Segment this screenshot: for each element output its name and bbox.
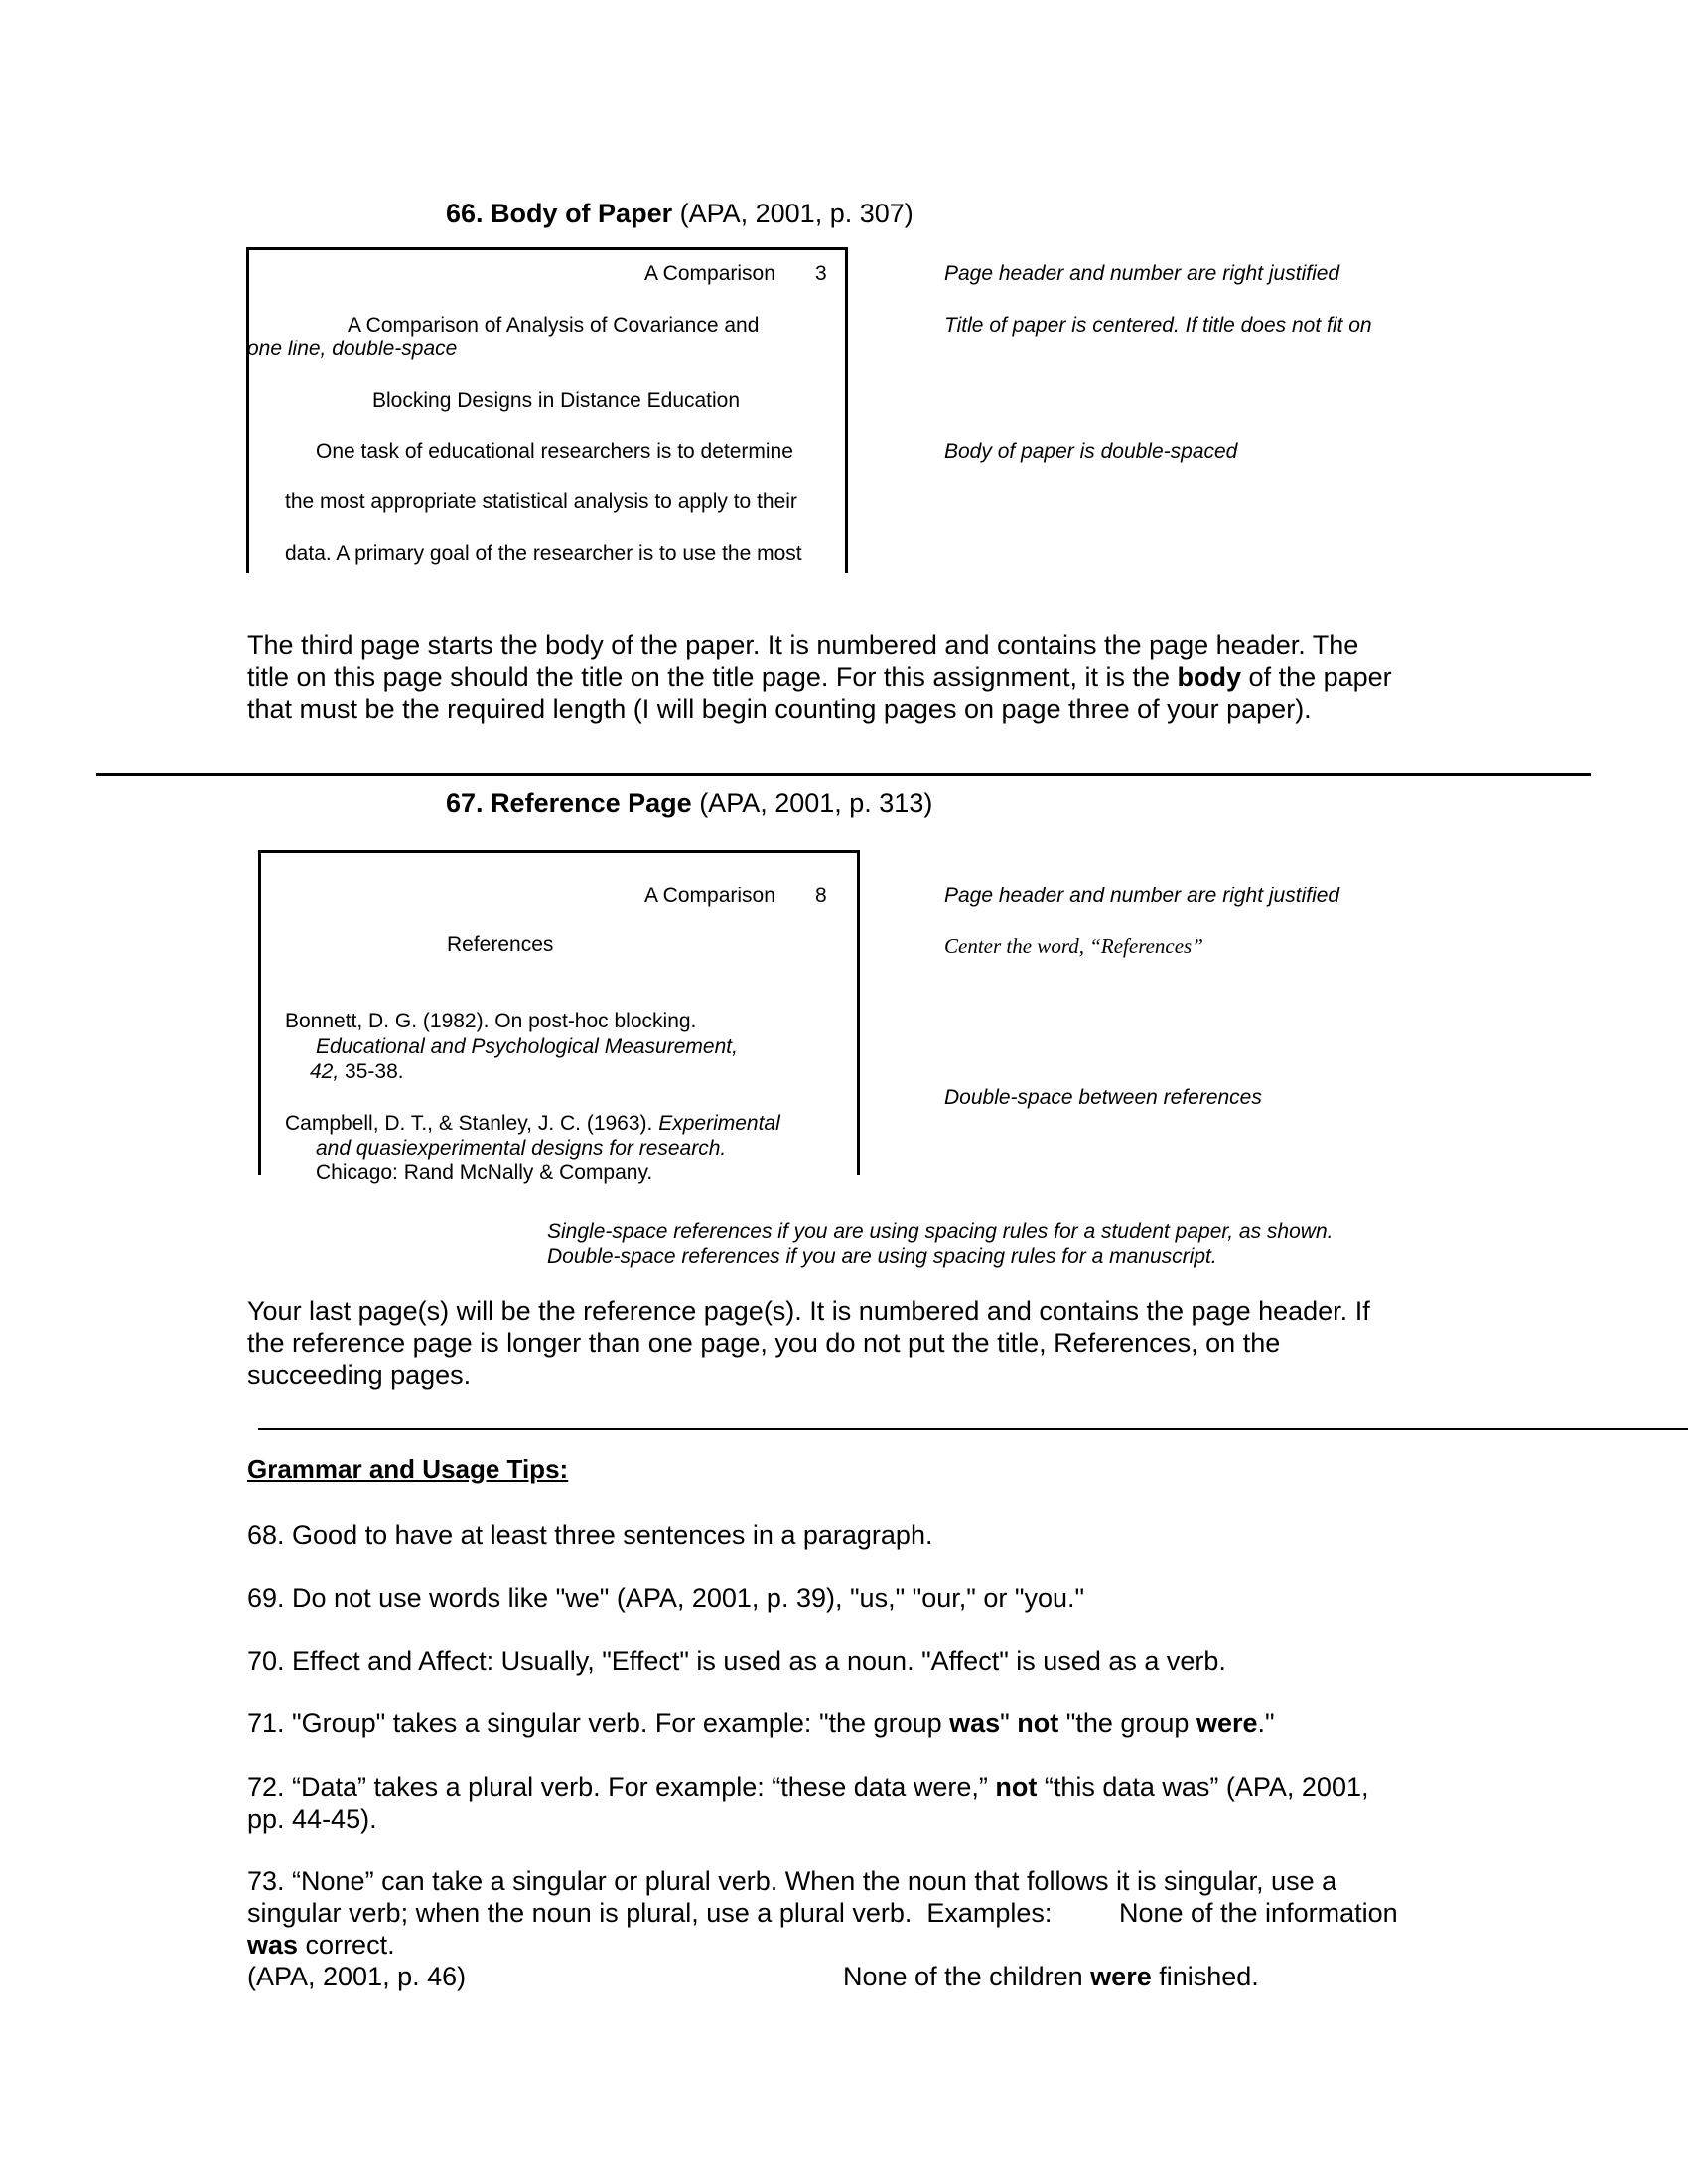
box66-header: A Comparison	[644, 262, 775, 285]
note66-title: Title of paper is centered. If title does not fit on	[944, 314, 1372, 337]
box66-page-number: 3	[815, 262, 827, 285]
box67-references-title: References	[447, 933, 554, 956]
box66-title-line1: A Comparison of Analysis of Covariance and	[348, 314, 760, 337]
box66-body-line1: One task of educational researchers is to determine	[316, 440, 793, 463]
box66-overflow-note: one line, double-space	[247, 338, 458, 360]
note66-header: Page header and number are right justified	[944, 262, 1340, 285]
section-66-paragraph: The third page starts the body of the paper. It is numbered and contains the page header. The title on this page should the title on the title page. For this assignment, it is the body of the paper that must be the required length (I will begin counting pages on page three of your paper).	[247, 630, 1392, 724]
section-66-citation: (APA, 2001, p. 307)	[679, 199, 914, 228]
section-67-citation: (APA, 2001, p. 313)	[699, 788, 933, 818]
tip-73-example-2: None of the children were finished.	[843, 1962, 1259, 1991]
box67-ref1-line1: Bonnett, D. G. (1982). On post-hoc blocking.	[285, 1010, 697, 1032]
note67-header: Page header and number are right justified	[944, 885, 1340, 907]
tip-71: 71. "Group" takes a singular verb. For example: "the group was" not "the group were."	[247, 1708, 1275, 1738]
note67-single2: Double-space references if you are using spacing rules for a manuscript.	[547, 1245, 1217, 1268]
tip-73-citation: (APA, 2001, p. 46)	[247, 1962, 467, 1991]
section-67-paragraph: Your last page(s) will be the reference page(s). It is numbered and contains the page header. If the reference page is longer than one page, you do not put the title, References, on the succeeding pages.	[247, 1297, 1370, 1390]
box66-title-line2: Blocking Designs in Distance Education	[372, 389, 741, 412]
note66-body: Body of paper is double-spaced	[944, 440, 1238, 463]
tip-69: 69. Do not use words like "we" (APA, 2001, p. 39), "us," "our," or "you."	[247, 1583, 1085, 1613]
note67-single1: Single-space references if you are using spacing rules for a student paper, as shown.	[547, 1220, 1334, 1243]
grammar-heading: Grammar and Usage Tips:	[247, 1454, 569, 1484]
box66-body-line3: data. A primary goal of the researcher is to use the most	[285, 542, 802, 565]
box67-ref2-line2: and quasiexperimental designs for research.	[316, 1137, 727, 1160]
tip-73: 73. “None” can take a singular or plural verb. When the noun that follows it is singular, use a singular verb; when the noun is plural, use a plural verb. Examples: None of the information was correct. (APA, 2001, p. 46) None of the children were finished.	[247, 1866, 1398, 1991]
divider-67-grammar	[258, 1428, 1688, 1430]
box67-page-number: 8	[815, 885, 827, 907]
box67-ref1-line2: Educational and Psychological Measurement,	[316, 1035, 738, 1058]
note67-center: Center the word, “References”	[944, 934, 1203, 958]
section-66-heading	[446, 199, 914, 229]
section-66-title: 66. Body of Paper	[446, 199, 673, 228]
box67-ref2-line3: Chicago: Rand McNally & Company.	[316, 1161, 653, 1184]
note67-double: Double-space between references	[944, 1086, 1262, 1109]
box66-body-line2: the most appropriate statistical analysis to apply to their	[285, 490, 797, 513]
box67-header: A Comparison	[644, 885, 775, 907]
section-67-title: 67. Reference Page	[446, 788, 692, 818]
section-67-heading	[446, 788, 932, 819]
divider-66-67	[96, 773, 1591, 776]
tip-70: 70. Effect and Affect: Usually, "Effect" is used as a noun. "Affect" is used as a verb.	[247, 1646, 1226, 1676]
tip-68: 68. Good to have at least three sentences in a paragraph.	[247, 1520, 933, 1550]
tip-72: 72. “Data” takes a plural verb. For example: “these data were,” not “this data was” (APA, 2001, pp. 44-45).	[247, 1772, 1369, 1834]
box67-ref1-line3: 42, 35-38.	[310, 1060, 404, 1083]
box67-ref2-line1: Campbell, D. T., & Stanley, J. C. (1963). Experimental	[285, 1112, 780, 1135]
